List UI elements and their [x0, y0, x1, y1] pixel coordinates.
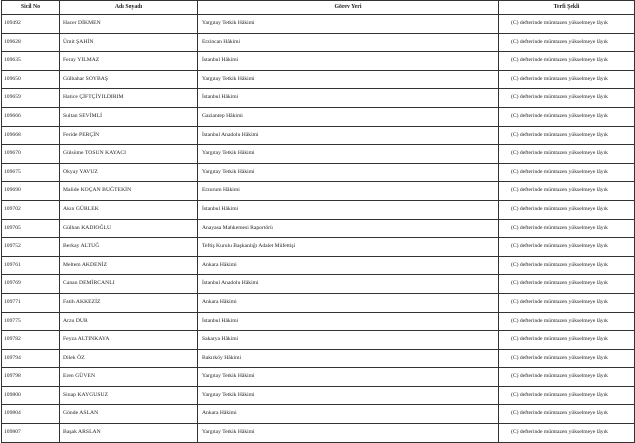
cell-terfi-sekli: (C) defterinde mümtazen yükselmeye lâyık: [499, 386, 635, 405]
cell-adi-soyadi: Okyay YAVUZ: [60, 163, 198, 182]
cell-gorev-yeri: İstanbul Hâkimi: [198, 312, 499, 331]
table-row: [2, 386, 635, 405]
cell-terfi-sekli: (C) defterinde mümtazen yükselmeye lâyık: [499, 107, 635, 126]
table-body: [2, 15, 635, 443]
cell-gorev-yeri: Gaziantep Hâkimi: [198, 107, 499, 126]
header-terfi-sekli: Terfi Şekli: [499, 1, 635, 15]
cell-terfi-sekli: (C) defterinde mümtazen yükselmeye lâyık: [499, 145, 635, 164]
cell-adi-soyadi: Dilek ÖZ: [60, 349, 198, 368]
cell-sicil-no: 109659: [2, 89, 60, 108]
cell-sicil-no: 109804: [2, 405, 60, 424]
cell-sicil-no: 109771: [2, 293, 60, 312]
promotion-table: [1, 0, 635, 443]
cell-gorev-yeri: Yargıtay Tetkik Hâkimi: [198, 163, 499, 182]
cell-gorev-yeri: Yargıtay Tetkik Hâkimi: [198, 386, 499, 405]
table-row: [2, 15, 635, 34]
cell-gorev-yeri: Yargıtay Tetkik Hâkimi: [198, 145, 499, 164]
cell-adi-soyadi: Gülhan KADIOĞLU: [60, 219, 198, 238]
cell-sicil-no: 109702: [2, 200, 60, 219]
cell-gorev-yeri: İstanbul Hâkimi: [198, 89, 499, 108]
table-row: [2, 52, 635, 71]
header-sicil-no: Sicil No: [2, 1, 60, 15]
cell-terfi-sekli: (C) defterinde mümtazen yükselmeye lâyık: [499, 275, 635, 294]
cell-terfi-sekli: (C) defterinde mümtazen yükselmeye lâyık: [499, 52, 635, 71]
table-row: [2, 405, 635, 424]
table-row: [2, 368, 635, 387]
cell-gorev-yeri: Yargıtay Tetkik Hâkimi: [198, 368, 499, 387]
table-row: [2, 219, 635, 238]
cell-adi-soyadi: Gülbahar SOYBAŞ: [60, 70, 198, 89]
cell-terfi-sekli: (C) defterinde mümtazen yükselmeye lâyık: [499, 293, 635, 312]
cell-adi-soyadi: Akın GÜRLEK: [60, 200, 198, 219]
table-row: [2, 424, 635, 443]
cell-sicil-no: 109492: [2, 15, 60, 34]
cell-terfi-sekli: (C) defterinde mümtazen yükselmeye lâyık: [499, 219, 635, 238]
cell-adi-soyadi: Sultan SEVİMLİ: [60, 107, 198, 126]
cell-sicil-no: 109761: [2, 256, 60, 275]
cell-gorev-yeri: Ankara Hâkimi: [198, 293, 499, 312]
cell-terfi-sekli: (C) defterinde mümtazen yükselmeye lâyık: [499, 312, 635, 331]
cell-gorev-yeri: Erzurum Hâkimi: [198, 182, 499, 201]
cell-gorev-yeri: Bakırköy Hâkimi: [198, 349, 499, 368]
cell-sicil-no: 109800: [2, 386, 60, 405]
cell-sicil-no: 109650: [2, 70, 60, 89]
cell-sicil-no: 109675: [2, 163, 60, 182]
cell-adi-soyadi: Feyza ALTINKAYA: [60, 331, 198, 350]
cell-terfi-sekli: (C) defterinde mümtazen yükselmeye lâyık: [499, 238, 635, 257]
cell-adi-soyadi: Sinap KAYGUSUZ: [60, 386, 198, 405]
cell-terfi-sekli: (C) defterinde mümtazen yükselmeye lâyık: [499, 349, 635, 368]
table-row: [2, 107, 635, 126]
cell-gorev-yeri: Yargıtay Tetkik Hâkimi: [198, 15, 499, 34]
cell-adi-soyadi: Ümit ŞAHİN: [60, 33, 198, 52]
cell-terfi-sekli: (C) defterinde mümtazen yükselmeye lâyık: [499, 126, 635, 145]
cell-adi-soyadi: Hacer DİKMEN: [60, 15, 198, 34]
cell-sicil-no: 109794: [2, 349, 60, 368]
cell-adi-soyadi: Meltem AKDENİZ: [60, 256, 198, 275]
cell-terfi-sekli: (C) defterinde mümtazen yükselmeye lâyık: [499, 256, 635, 275]
table-row: [2, 182, 635, 201]
table-row: [2, 293, 635, 312]
cell-sicil-no: 109775: [2, 312, 60, 331]
cell-sicil-no: 109690: [2, 182, 60, 201]
cell-terfi-sekli: (C) defterinde mümtazen yükselmeye lâyık: [499, 70, 635, 89]
table-row: [2, 89, 635, 108]
table-row: [2, 275, 635, 294]
table-row: [2, 126, 635, 145]
table-row: [2, 312, 635, 331]
cell-adi-soyadi: Eren GÜVEN: [60, 368, 198, 387]
cell-sicil-no: 109705: [2, 219, 60, 238]
cell-adi-soyadi: Başak ARSLAN: [60, 424, 198, 443]
cell-sicil-no: 109635: [2, 52, 60, 71]
cell-sicil-no: 109769: [2, 275, 60, 294]
cell-adi-soyadi: Gönde ASLAN: [60, 405, 198, 424]
cell-gorev-yeri: Ankara Hâkimi: [198, 256, 499, 275]
cell-terfi-sekli: (C) defterinde mümtazen yükselmeye lâyık: [499, 424, 635, 443]
cell-gorev-yeri: İstanbul Anadolu Hâkimi: [198, 275, 499, 294]
cell-adi-soyadi: Canan DEMİRCANLI: [60, 275, 198, 294]
cell-terfi-sekli: (C) defterinde mümtazen yükselmeye lâyık: [499, 368, 635, 387]
table-row: [2, 163, 635, 182]
cell-adi-soyadi: Gülsüme TOSUN KAYACI: [60, 145, 198, 164]
cell-gorev-yeri: İstanbul Hâkimi: [198, 52, 499, 71]
cell-sicil-no: 109670: [2, 145, 60, 164]
cell-gorev-yeri: Erzincan Hâkimi: [198, 33, 499, 52]
cell-sicil-no: 109668: [2, 126, 60, 145]
cell-sicil-no: 109752: [2, 238, 60, 257]
table-row: [2, 238, 635, 257]
table-row: [2, 331, 635, 350]
cell-gorev-yeri: Ankara Hâkimi: [198, 405, 499, 424]
cell-gorev-yeri: İstanbul Anadolu Hâkimi: [198, 126, 499, 145]
cell-gorev-yeri: Anayasa Mahkemesi Raportörü: [198, 219, 499, 238]
table-row: [2, 349, 635, 368]
cell-sicil-no: 109782: [2, 331, 60, 350]
table-row: [2, 33, 635, 52]
cell-adi-soyadi: Malide KOÇAN BUĞTEKİN: [60, 182, 198, 201]
cell-adi-soyadi: Fatih AKKEZİZ: [60, 293, 198, 312]
cell-sicil-no: 109628: [2, 33, 60, 52]
cell-terfi-sekli: (C) defterinde mümtazen yükselmeye lâyık: [499, 33, 635, 52]
cell-sicil-no: 109807: [2, 424, 60, 443]
cell-gorev-yeri: Sakarya Hâkimi: [198, 331, 499, 350]
cell-terfi-sekli: (C) defterinde mümtazen yükselmeye lâyık: [499, 331, 635, 350]
cell-sicil-no: 109798: [2, 368, 60, 387]
cell-adi-soyadi: Feray YILMAZ: [60, 52, 198, 71]
cell-adi-soyadi: Feride PERÇİN: [60, 126, 198, 145]
cell-gorev-yeri: Yargıtay Tetkik Hâkimi: [198, 424, 499, 443]
table-header-row: [2, 1, 635, 15]
cell-terfi-sekli: (C) defterinde mümtazen yükselmeye lâyık: [499, 89, 635, 108]
cell-terfi-sekli: (C) defterinde mümtazen yükselmeye lâyık: [499, 182, 635, 201]
header-gorev-yeri: Görev Yeri: [198, 1, 499, 15]
header-adi-soyadi: Adı Soyadı: [60, 1, 198, 15]
cell-terfi-sekli: (C) defterinde mümtazen yükselmeye lâyık: [499, 200, 635, 219]
cell-terfi-sekli: (C) defterinde mümtazen yükselmeye lâyık: [499, 163, 635, 182]
cell-gorev-yeri: İstanbul Hâkimi: [198, 200, 499, 219]
cell-sicil-no: 109666: [2, 107, 60, 126]
cell-gorev-yeri: Teftiş Kurulu Başkanlığı Adalet Müfettişi: [198, 238, 499, 257]
table-row: [2, 145, 635, 164]
cell-adi-soyadi: Hatice ÇİFTÇİYILDIRIM: [60, 89, 198, 108]
cell-adi-soyadi: Berkay ALTUĞ: [60, 238, 198, 257]
cell-gorev-yeri: Yargıtay Tetkik Hâkimi: [198, 70, 499, 89]
table-row: [2, 70, 635, 89]
table-row: [2, 256, 635, 275]
table-row: [2, 200, 635, 219]
cell-adi-soyadi: Arzu DUR: [60, 312, 198, 331]
cell-terfi-sekli: (C) defterinde mümtazen yükselmeye lâyık: [499, 15, 635, 34]
cell-terfi-sekli: (C) defterinde mümtazen yükselmeye lâyık: [499, 405, 635, 424]
